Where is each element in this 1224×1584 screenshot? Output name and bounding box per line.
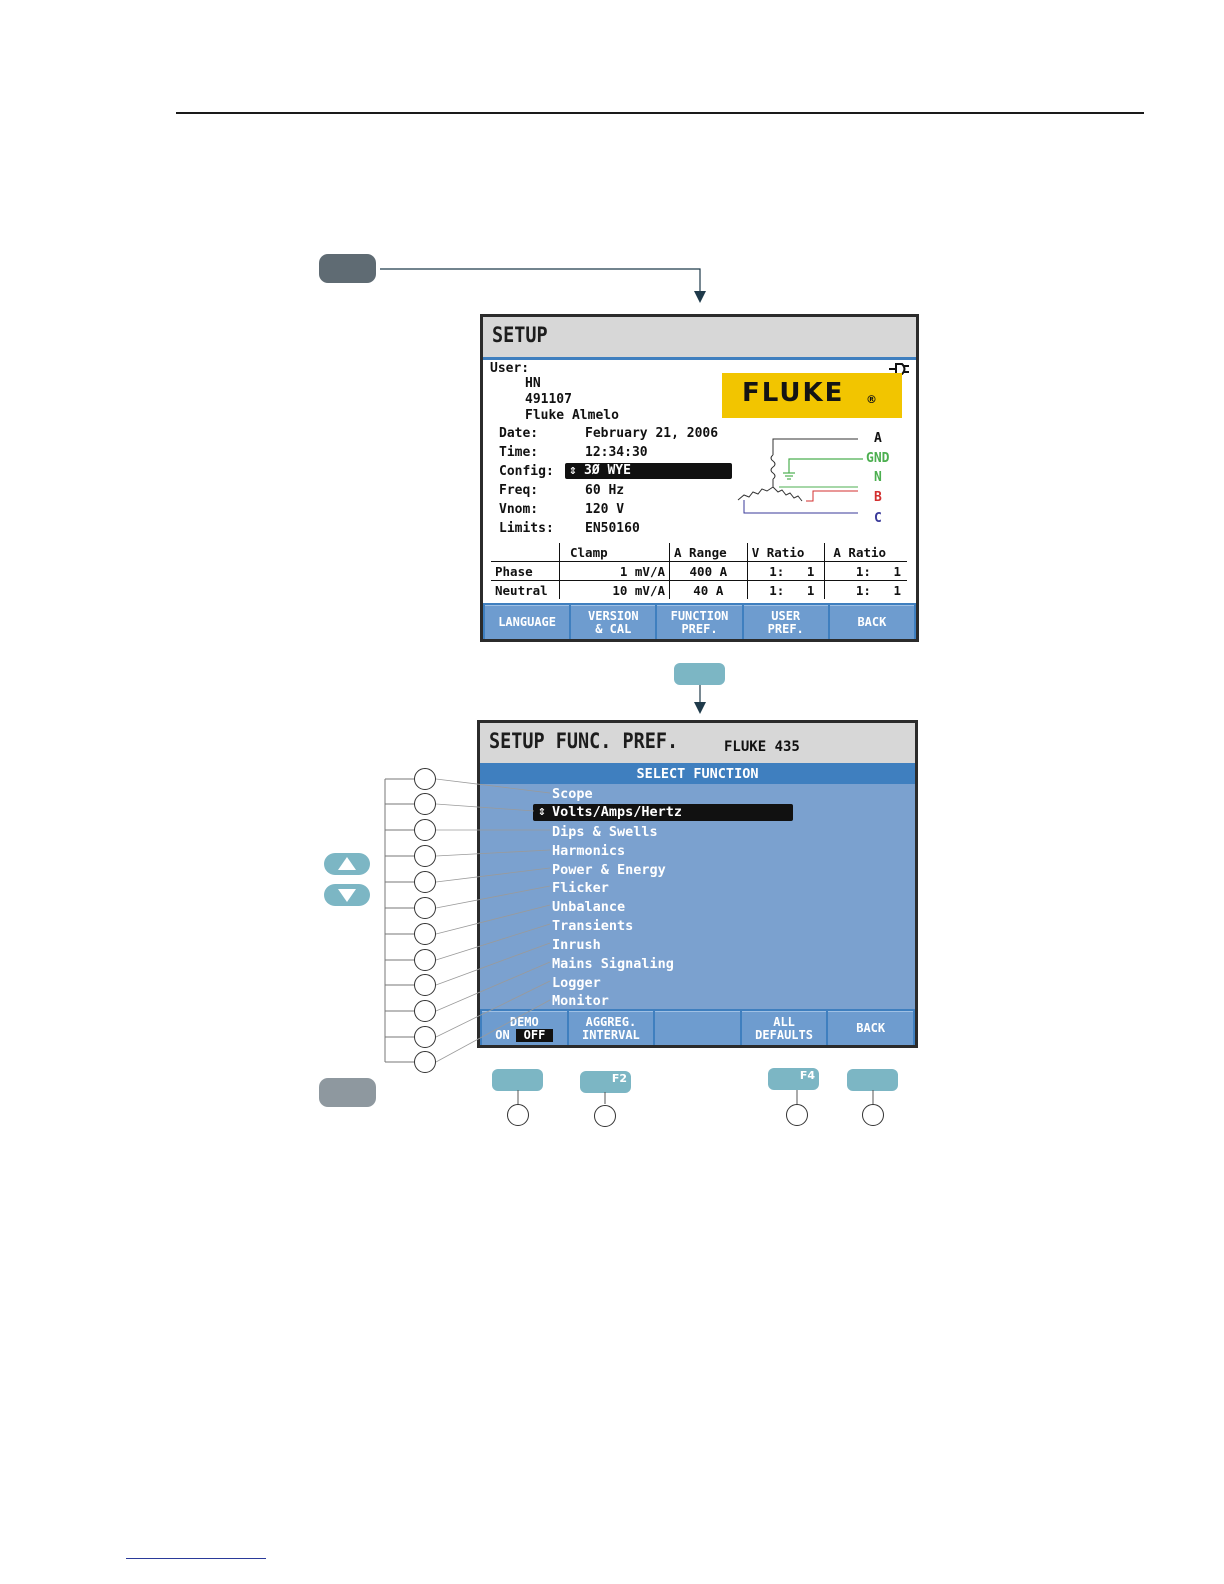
limits-value: EN50160 <box>585 521 640 536</box>
user-line-1: HN <box>525 376 541 391</box>
user-line-3: Fluke Almelo <box>525 408 619 423</box>
enter-key[interactable] <box>319 1078 376 1107</box>
callout-circle <box>594 1105 616 1127</box>
softkey-all-defaults-line1: ALL <box>773 1014 795 1029</box>
updown-arrows-icon: ⇕ <box>569 463 577 478</box>
row-phase-v-ratio: 1: 1 <box>747 562 825 581</box>
softkey-all-defaults[interactable] <box>742 1011 827 1045</box>
callout-circle <box>414 897 436 919</box>
wire-label-c: C <box>874 511 882 526</box>
freq-label: Freq: <box>499 483 539 498</box>
row-neutral-a-ratio: 1: 1 <box>825 581 907 600</box>
setup-connector-arrow <box>376 262 716 307</box>
softkey-function-pref-line1: FUNCTION <box>670 608 729 623</box>
callout-circle <box>414 819 436 841</box>
softkey-func-back[interactable] <box>828 1011 913 1045</box>
date-value: February 21, 2006 <box>585 426 719 441</box>
row-neutral-a-range: 40 A <box>670 581 748 600</box>
callout-circle <box>414 949 436 971</box>
f4-key[interactable] <box>768 1068 819 1090</box>
f4-key-label: F4 <box>799 1069 815 1082</box>
softkey-user-pref[interactable] <box>744 605 828 639</box>
vnom-value: 120 V <box>585 502 625 517</box>
time-label: Time: <box>499 445 539 460</box>
date-label: Date: <box>499 426 539 441</box>
setup-title-bar <box>483 317 916 360</box>
table-header-a-ratio: A Ratio <box>825 543 907 562</box>
up-arrow-icon <box>324 853 370 875</box>
table-header-clamp: Clamp <box>560 543 670 562</box>
clamp-table <box>491 543 907 599</box>
callout-circle <box>414 871 436 893</box>
function-item-inrush[interactable]: Inrush <box>552 937 601 953</box>
table-header-row <box>491 543 907 562</box>
function-item-selected[interactable] <box>533 804 793 821</box>
demo-off-option: OFF <box>516 1029 554 1042</box>
softkey-aggreg-line1: AGGREG. <box>585 1014 637 1029</box>
f3-connector-arrow <box>690 685 710 717</box>
callout-circle <box>414 793 436 815</box>
callout-leaders <box>380 764 560 1076</box>
function-item-power-energy[interactable]: Power & Energy <box>552 862 666 878</box>
header-rule <box>176 112 1144 114</box>
function-item-mains-signaling[interactable]: Mains Signaling <box>552 956 674 972</box>
callout-circle <box>414 1051 436 1073</box>
softkey-func-back-label: BACK <box>856 1021 886 1035</box>
callout-circle <box>414 1000 436 1022</box>
row-neutral-label: Neutral <box>495 582 548 598</box>
row-phase-a-range: 400 A <box>670 562 748 581</box>
function-item-unbalance[interactable]: Unbalance <box>552 899 626 915</box>
limits-label: Limits: <box>499 521 554 536</box>
callout-circle <box>414 1026 436 1048</box>
down-arrow-icon <box>324 884 370 906</box>
softkey-user-pref-line1: USER <box>771 608 801 623</box>
config-value: 3Ø WYE <box>584 463 631 478</box>
softkey-back[interactable] <box>830 605 914 639</box>
callout-circle <box>786 1104 808 1126</box>
softkey-demo-label: DEMO <box>509 1014 539 1029</box>
setup-softkey-bar <box>483 603 916 639</box>
func-title-bar <box>480 723 915 763</box>
table-row[interactable] <box>491 581 907 600</box>
config-selector[interactable] <box>565 463 732 479</box>
function-item-scope[interactable]: Scope <box>552 786 593 802</box>
fluke-logo-text: FLUKE <box>742 378 845 408</box>
setup-title: SETUP <box>492 323 548 347</box>
table-header-a-range: A Range <box>670 543 748 562</box>
function-item-harmonics[interactable]: Harmonics <box>552 843 626 859</box>
setup-key[interactable] <box>319 254 376 283</box>
table-row[interactable] <box>491 562 907 581</box>
user-line-2: 491107 <box>525 392 572 407</box>
row-phase-label: Phase <box>495 563 533 579</box>
function-item-dips-swells[interactable]: Dips & Swells <box>552 824 658 840</box>
f1-key[interactable] <box>492 1069 543 1091</box>
row-neutral-v-ratio: 1: 1 <box>747 581 825 600</box>
vnom-label: Vnom: <box>499 502 539 517</box>
function-item-transients[interactable]: Transients <box>552 918 634 934</box>
softkey-version-cal[interactable] <box>571 605 655 639</box>
softkey-language[interactable] <box>485 605 569 639</box>
callout-circle <box>414 923 436 945</box>
registered-mark: ® <box>866 393 877 406</box>
demo-on-option: ON <box>495 1027 510 1042</box>
updown-arrows-icon: ⇕ <box>538 804 546 819</box>
row-phase-clamp: 1 mV/A <box>560 562 670 581</box>
footer-rule <box>126 1558 266 1559</box>
callout-circle <box>414 845 436 867</box>
func-title: SETUP FUNC. PREF. <box>489 729 679 753</box>
softkey-user-pref-line2: PREF. <box>767 621 804 636</box>
setup-screen <box>480 314 919 642</box>
callout-circle <box>862 1104 884 1126</box>
callout-circle <box>414 768 436 790</box>
freq-value: 60 Hz <box>585 483 625 498</box>
config-label: Config: <box>499 464 554 479</box>
f2-key-label: F2 <box>611 1072 627 1085</box>
row-neutral-clamp: 10 mV/A <box>560 581 670 600</box>
fkey-leaders <box>490 1090 900 1106</box>
softkey-back-label: BACK <box>857 615 887 629</box>
callout-circle <box>507 1104 529 1126</box>
model-label: FLUKE 435 <box>724 739 800 755</box>
softkey-function-pref[interactable] <box>657 605 741 639</box>
softkey-aggreg-line2: INTERVAL <box>581 1027 640 1042</box>
softkey-all-defaults-line2: DEFAULTS <box>755 1027 813 1042</box>
function-item-volts-amps-hertz: Volts/Amps/Hertz <box>552 804 683 820</box>
table-header-v-ratio: V Ratio <box>747 543 825 562</box>
wire-label-a: A <box>874 431 882 446</box>
f5-key[interactable] <box>847 1069 898 1091</box>
f3-key[interactable] <box>674 663 725 685</box>
softkey-version-cal-line2: & CAL <box>595 621 632 636</box>
wire-label-b: B <box>874 490 882 505</box>
softkey-function-pref-line2: PREF. <box>681 621 718 636</box>
softkey-aggreg-interval[interactable] <box>569 1011 654 1045</box>
row-phase-a-ratio: 1: 1 <box>825 562 907 581</box>
function-item-monitor[interactable]: Monitor <box>552 993 609 1009</box>
wire-label-n: N <box>874 470 882 485</box>
fluke-logo <box>722 373 902 418</box>
softkey-version-cal-line1: VERSION <box>588 608 639 623</box>
table-header-blank <box>491 543 560 562</box>
callout-circle <box>414 974 436 996</box>
user-label: User: <box>490 361 530 376</box>
up-arrow-key[interactable] <box>324 853 370 875</box>
function-item-flicker[interactable]: Flicker <box>552 880 609 896</box>
time-value: 12:34:30 <box>585 445 648 460</box>
wire-label-gnd: GND <box>866 451 890 466</box>
function-item-logger[interactable]: Logger <box>552 975 601 991</box>
select-function-label: SELECT FUNCTION <box>636 766 759 782</box>
softkey-blank <box>655 1011 740 1045</box>
softkey-language-label: LANGUAGE <box>498 615 556 629</box>
down-arrow-key[interactable] <box>324 884 370 906</box>
